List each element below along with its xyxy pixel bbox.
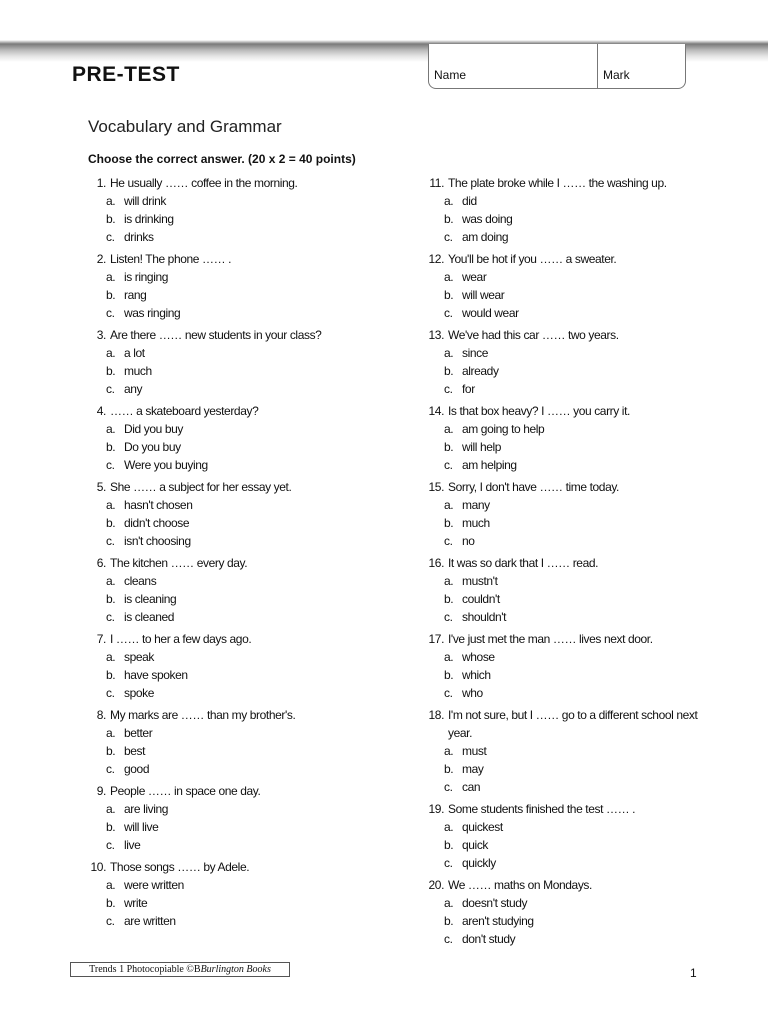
answer-option[interactable] — [78, 228, 378, 246]
option-letter: b. — [106, 820, 116, 834]
question-line — [78, 402, 378, 420]
question-number: 16. — [428, 556, 444, 570]
questions-column-left — [78, 174, 378, 934]
option-text: write — [124, 896, 148, 910]
question-text: I've just met the man …… lives next door. — [448, 632, 653, 646]
question-number: 6. — [96, 556, 106, 570]
question-line — [416, 402, 706, 420]
question-item — [416, 800, 706, 872]
question-item — [416, 554, 706, 626]
option-letter: b. — [444, 516, 454, 530]
answer-option[interactable] — [416, 438, 706, 456]
option-letter: a. — [106, 346, 116, 360]
option-text: mustn't — [462, 574, 498, 588]
option-text: Did you buy — [124, 422, 183, 436]
option-text: is cleaning — [124, 592, 177, 606]
question-number: 9. — [96, 784, 106, 798]
question-text: She …… a subject for her essay yet. — [110, 480, 292, 494]
option-text: is cleaned — [124, 610, 175, 624]
question-text: Sorry, I don't have …… time today. — [448, 480, 619, 494]
question-text: It was so dark that I …… read. — [448, 556, 599, 570]
option-letter: b. — [106, 516, 116, 530]
option-letter: a. — [106, 726, 116, 740]
option-text: am going to help — [462, 422, 545, 436]
option-letter: a. — [444, 498, 454, 512]
option-letter: c. — [444, 306, 453, 320]
name-mark-box — [428, 44, 686, 89]
option-letter: b. — [106, 592, 116, 606]
question-item — [416, 478, 706, 550]
option-text: didn't choose — [124, 516, 190, 530]
question-item — [78, 706, 378, 778]
answer-option[interactable] — [78, 532, 378, 550]
option-letter: a. — [444, 820, 454, 834]
option-letter: a. — [444, 346, 454, 360]
question-line — [416, 250, 706, 268]
answer-option[interactable] — [78, 760, 378, 778]
answer-option[interactable] — [78, 420, 378, 438]
option-text: will live — [124, 820, 159, 834]
question-item — [78, 782, 378, 854]
option-text: will wear — [462, 288, 505, 302]
option-text: quickest — [462, 820, 503, 834]
answer-option[interactable] — [416, 380, 706, 398]
question-line — [416, 800, 706, 818]
page-number: 1 — [690, 966, 697, 980]
option-text: can — [462, 780, 481, 794]
question-line — [78, 630, 378, 648]
option-text: will help — [462, 440, 502, 454]
answer-option[interactable] — [78, 514, 378, 532]
answer-option[interactable] — [78, 724, 378, 742]
option-letter: c. — [444, 534, 453, 548]
option-text: doesn't study — [462, 896, 528, 910]
option-text: many — [462, 498, 490, 512]
answer-option[interactable] — [416, 344, 706, 362]
question-number: 18. — [428, 708, 444, 722]
option-letter: a. — [106, 194, 116, 208]
option-text: who — [462, 686, 483, 700]
question-text: Some students finished the test …… . — [448, 802, 636, 816]
answer-option[interactable] — [78, 666, 378, 684]
option-letter: c. — [444, 780, 453, 794]
option-letter: c. — [106, 458, 115, 472]
question-text: I'm not sure, but I …… go to a different school next year. — [448, 708, 698, 740]
question-number: 19. — [428, 802, 444, 816]
name-field[interactable] — [429, 44, 598, 88]
question-number: 17. — [428, 632, 444, 646]
answer-option[interactable] — [78, 380, 378, 398]
option-text: is drinking — [124, 212, 174, 226]
answer-option[interactable] — [416, 930, 706, 948]
answer-option[interactable] — [416, 286, 706, 304]
question-line — [416, 326, 706, 344]
question-number: 3. — [96, 328, 106, 342]
option-text: is ringing — [124, 270, 169, 284]
option-text: Were you buying — [124, 458, 208, 472]
publisher-name: Burlington Books — [200, 964, 271, 975]
option-letter: c. — [444, 686, 453, 700]
question-line — [78, 326, 378, 344]
answer-option[interactable] — [78, 590, 378, 608]
option-text: don't study — [462, 932, 516, 946]
option-letter: c. — [444, 610, 453, 624]
answer-option[interactable] — [416, 854, 706, 872]
answer-option[interactable] — [78, 742, 378, 760]
answer-option[interactable] — [416, 420, 706, 438]
name-label: Name — [434, 68, 467, 82]
option-text: must — [462, 744, 487, 758]
question-number: 1. — [96, 176, 106, 190]
option-text: for — [462, 382, 475, 396]
answer-option[interactable] — [416, 572, 706, 590]
option-letter: b. — [106, 212, 116, 226]
option-letter: c. — [106, 306, 115, 320]
option-text: shouldn't — [462, 610, 507, 624]
option-letter: a. — [106, 498, 116, 512]
option-text: spoke — [124, 686, 155, 700]
option-letter: c. — [444, 932, 453, 946]
option-text: any — [124, 382, 143, 396]
option-text: wear — [462, 270, 487, 284]
question-text: He usually …… coffee in the morning. — [110, 176, 298, 190]
question-line — [78, 706, 378, 724]
question-line — [416, 478, 706, 496]
option-text: since — [462, 346, 489, 360]
instruction-text: Choose the correct answer. (20 x 2 = 40 points) — [88, 152, 356, 166]
option-letter: b. — [106, 668, 116, 682]
option-text: good — [124, 762, 150, 776]
answer-option[interactable] — [78, 894, 378, 912]
answer-option[interactable] — [416, 268, 706, 286]
question-line — [78, 782, 378, 800]
answer-option[interactable] — [78, 438, 378, 456]
question-item — [416, 630, 706, 702]
option-letter: a. — [444, 744, 454, 758]
question-line — [416, 174, 706, 192]
option-text: which — [462, 668, 491, 682]
question-item — [78, 630, 378, 702]
answer-option[interactable] — [416, 608, 706, 626]
answer-option[interactable] — [416, 894, 706, 912]
option-letter: b. — [444, 212, 454, 226]
question-item — [78, 174, 378, 246]
question-item — [416, 402, 706, 474]
option-text: were written — [124, 878, 184, 892]
answer-option[interactable] — [78, 456, 378, 474]
answer-option[interactable] — [416, 590, 706, 608]
footer-prefix: Trends 1 Photocopiable © — [89, 964, 194, 975]
option-text: much — [124, 364, 152, 378]
answer-option[interactable] — [416, 228, 706, 246]
option-text: quick — [462, 838, 489, 852]
answer-option[interactable] — [416, 666, 706, 684]
question-number: 8. — [96, 708, 106, 722]
mark-field[interactable] — [598, 44, 685, 88]
answer-option[interactable] — [78, 344, 378, 362]
question-line — [78, 554, 378, 572]
option-text: quickly — [462, 856, 496, 870]
question-item — [416, 174, 706, 246]
option-letter: a. — [444, 650, 454, 664]
option-text: did — [462, 194, 477, 208]
question-text: Those songs …… by Adele. — [110, 860, 250, 874]
option-text: best — [124, 744, 146, 758]
question-text: …… a skateboard yesterday? — [110, 404, 259, 418]
answer-option[interactable] — [78, 876, 378, 894]
option-letter: c. — [444, 382, 453, 396]
answer-option[interactable] — [78, 496, 378, 514]
option-letter: a. — [444, 270, 454, 284]
option-letter: c. — [106, 914, 115, 928]
option-letter: c. — [106, 838, 115, 852]
option-text: am helping — [462, 458, 517, 472]
option-letter: b. — [106, 440, 116, 454]
answer-option[interactable] — [416, 760, 706, 778]
mark-label: Mark — [603, 68, 630, 82]
answer-option[interactable] — [78, 304, 378, 322]
option-text: hasn't chosen — [124, 498, 193, 512]
option-letter: c. — [444, 230, 453, 244]
question-number: 2. — [96, 252, 106, 266]
answer-option[interactable] — [78, 608, 378, 626]
option-letter: a. — [444, 194, 454, 208]
question-line — [78, 478, 378, 496]
section-title: Vocabulary and Grammar — [88, 117, 282, 136]
option-letter: a. — [106, 650, 116, 664]
option-letter: b. — [106, 288, 116, 302]
option-text: no — [462, 534, 475, 548]
option-text: may — [462, 762, 484, 776]
option-letter: b. — [106, 364, 116, 378]
option-text: speak — [124, 650, 155, 664]
answer-option[interactable] — [78, 192, 378, 210]
question-number: 15. — [428, 480, 444, 494]
option-letter: b. — [444, 440, 454, 454]
answer-option[interactable] — [416, 778, 706, 796]
answer-option[interactable] — [416, 818, 706, 836]
question-number: 7. — [96, 632, 106, 646]
answer-option[interactable] — [416, 210, 706, 228]
option-letter: b. — [106, 896, 116, 910]
option-text: was doing — [462, 212, 513, 226]
option-letter: c. — [444, 458, 453, 472]
option-text: was ringing — [124, 306, 181, 320]
option-letter: a. — [444, 422, 454, 436]
answer-option[interactable] — [78, 268, 378, 286]
question-line — [416, 876, 706, 894]
questions-column-right — [416, 174, 706, 952]
option-text: couldn't — [462, 592, 500, 606]
answer-option[interactable] — [78, 648, 378, 666]
answer-option[interactable] — [416, 304, 706, 322]
option-text: aren't studying — [462, 914, 534, 928]
question-text: The plate broke while I …… the washing up. — [448, 176, 667, 190]
answer-option[interactable] — [416, 836, 706, 854]
question-number: 4. — [96, 404, 106, 418]
option-letter: b. — [444, 592, 454, 606]
question-item — [78, 478, 378, 550]
question-text: Are there …… new students in your class? — [110, 328, 322, 342]
answer-option[interactable] — [416, 742, 706, 760]
question-line — [78, 250, 378, 268]
option-letter: b. — [106, 744, 116, 758]
option-text: cleans — [124, 574, 157, 588]
option-text: much — [462, 516, 490, 530]
answer-option[interactable] — [78, 836, 378, 854]
answer-option[interactable] — [78, 684, 378, 702]
option-letter: c. — [106, 382, 115, 396]
answer-option[interactable] — [416, 496, 706, 514]
answer-option[interactable] — [78, 572, 378, 590]
option-letter: b. — [444, 838, 454, 852]
question-item — [416, 706, 706, 796]
footer-copyright — [70, 962, 290, 977]
option-text: better — [124, 726, 153, 740]
question-text: My marks are …… than my brother's. — [110, 708, 296, 722]
option-letter: b. — [444, 364, 454, 378]
question-item — [416, 876, 706, 948]
question-item — [78, 326, 378, 398]
option-letter: b. — [444, 288, 454, 302]
option-text: Do you buy — [124, 440, 181, 454]
question-number: 13. — [428, 328, 444, 342]
option-letter: b. — [444, 668, 454, 682]
answer-option[interactable] — [416, 912, 706, 930]
question-number: 11. — [429, 176, 444, 190]
question-text: Is that box heavy? I …… you carry it. — [448, 404, 630, 418]
question-text: Listen! The phone …… . — [110, 252, 232, 266]
answer-option[interactable] — [78, 912, 378, 930]
question-item — [78, 554, 378, 626]
question-line — [416, 706, 706, 742]
question-item — [416, 326, 706, 398]
option-letter: a. — [106, 270, 116, 284]
option-text: a lot — [124, 346, 145, 360]
option-letter: a. — [106, 422, 116, 436]
question-text: People …… in space one day. — [110, 784, 261, 798]
option-letter: a. — [444, 896, 454, 910]
option-text: would wear — [462, 306, 519, 320]
option-text: already — [462, 364, 499, 378]
question-line — [416, 554, 706, 572]
option-letter: c. — [106, 762, 115, 776]
answer-option[interactable] — [78, 800, 378, 818]
answer-option[interactable] — [78, 210, 378, 228]
question-number: 10. — [90, 860, 106, 874]
question-text: We …… maths on Mondays. — [448, 878, 592, 892]
option-text: are living — [124, 802, 169, 816]
option-text: am doing — [462, 230, 509, 244]
option-text: have spoken — [124, 668, 188, 682]
question-item — [78, 402, 378, 474]
question-line — [78, 174, 378, 192]
option-text: are written — [124, 914, 176, 928]
answer-option[interactable] — [78, 286, 378, 304]
option-letter: a. — [106, 802, 116, 816]
answer-option[interactable] — [416, 514, 706, 532]
option-text: isn't choosing — [124, 534, 191, 548]
question-line — [416, 630, 706, 648]
page-title: PRE-TEST — [72, 63, 180, 86]
option-letter: c. — [106, 230, 115, 244]
option-text: live — [124, 838, 141, 852]
question-item — [416, 250, 706, 322]
option-text: whose — [462, 650, 495, 664]
option-letter: b. — [444, 914, 454, 928]
answer-option[interactable] — [78, 362, 378, 380]
question-item — [78, 858, 378, 930]
option-text: will drink — [124, 194, 167, 208]
option-letter: a. — [106, 574, 116, 588]
option-letter: c. — [106, 686, 115, 700]
answer-option[interactable] — [416, 648, 706, 666]
option-letter: a. — [444, 574, 454, 588]
question-number: 5. — [96, 480, 106, 494]
question-line — [78, 858, 378, 876]
answer-option[interactable] — [416, 532, 706, 550]
option-letter: c. — [106, 610, 115, 624]
question-text: The kitchen …… every day. — [110, 556, 248, 570]
publisher-logo: B — [193, 964, 201, 975]
question-text: You'll be hot if you …… a sweater. — [448, 252, 617, 266]
question-number: 20. — [428, 878, 444, 892]
question-number: 12. — [428, 252, 444, 266]
answer-option[interactable] — [78, 818, 378, 836]
answer-option[interactable] — [416, 362, 706, 380]
option-letter: b. — [444, 762, 454, 776]
option-text: drinks — [124, 230, 154, 244]
option-letter: c. — [106, 534, 115, 548]
answer-option[interactable] — [416, 192, 706, 210]
option-letter: c. — [444, 856, 453, 870]
answer-option[interactable] — [416, 684, 706, 702]
answer-option[interactable] — [416, 456, 706, 474]
question-text: I …… to her a few days ago. — [110, 632, 252, 646]
question-text: We've had this car …… two years. — [448, 328, 619, 342]
question-number: 14. — [428, 404, 444, 418]
question-item — [78, 250, 378, 322]
option-letter: a. — [106, 878, 116, 892]
option-text: rang — [124, 288, 147, 302]
